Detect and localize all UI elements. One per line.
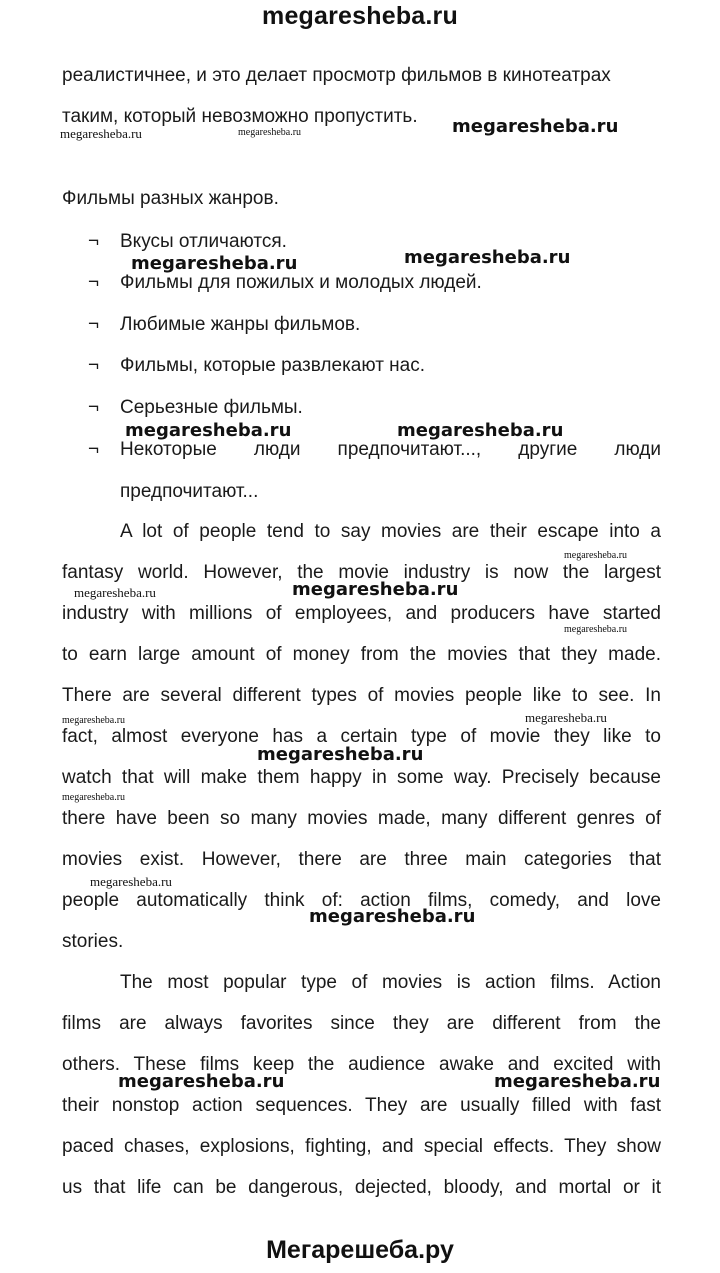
site-footer: Мегарешеба.ру [266,1236,454,1264]
watermark: megaresheba.ru [292,579,459,600]
watermark: megaresheba.ru [62,715,126,726]
bullet-item-1: Вкусы отличаются. [120,231,287,252]
watermark: megaresheba.ru [238,127,302,138]
section-title: Фильмы разных жанров. [62,188,279,209]
site-header: megaresheba.ru [262,2,458,30]
ru-paragraph-line-1: реалистичнее, и это делает просмотр фильмов в кинотеатрах [62,65,611,86]
watermark: megaresheba.ru [494,1071,661,1092]
ru-paragraph-line-2: таким, который невозможно пропустить. [62,106,418,127]
essay-p2-line: others. These films keep the audience awake and excited with [62,1054,661,1075]
essay-p1-line: people automatically think of: action films, comedy, and love [62,890,661,911]
watermark: megaresheba.ru [564,624,628,635]
essay-p1-line: A lot of people tend to say movies are their escape into a [120,521,661,542]
essay-p2-line: paced chases, explosions, fighting, and special effects. They show [62,1136,661,1157]
essay-p1-line: fantasy world. However, the movie industry is now the largest [62,562,661,583]
watermark: megaresheba.ru [118,1071,285,1092]
essay-p1-line: stories. [62,931,124,952]
watermark: megaresheba.ru [257,744,424,765]
bullet-item-6: Некоторые люди предпочитают..., другие люди [120,439,661,460]
watermark: megaresheba.ru [525,710,607,725]
essay-p2-line: films are always favorites since they are different from the [62,1013,661,1034]
bullet-marker: ¬ [88,355,100,376]
watermark: megaresheba.ru [564,550,628,561]
essay-p1-line: watch that will make them happy in some way. Precisely because [62,767,661,788]
watermark: megaresheba.ru [74,585,156,600]
watermark: megaresheba.ru [90,874,172,889]
essay-p1-line: fact, almost everyone has a certain type of movie they like to [62,726,661,747]
bullet-marker: ¬ [88,439,100,460]
watermark: megaresheba.ru [125,420,292,441]
essay-p1-line: There are several different types of movies people like to see. In [62,685,661,706]
watermark: megaresheba.ru [397,420,564,441]
bullet-item-4: Фильмы, которые развлекают нас. [120,355,426,376]
essay-p2-line: The most popular type of movies is action films. Action [120,972,661,993]
bullet-item-5: Серьезные фильмы. [120,397,303,418]
bullet-marker: ¬ [88,272,100,293]
bullet-item-2: Фильмы для пожилых и молодых людей. [120,272,482,293]
watermark: megaresheba.ru [404,247,571,268]
essay-p1-line: to earn large amount of money from the movies that they made. [62,644,661,665]
essay-p1-line: there have been so many movies made, many different genres of [62,808,661,829]
watermark: megaresheba.ru [309,906,476,927]
bullet-item-6-continued: предпочитают... [120,481,259,502]
watermark: megaresheba.ru [60,126,142,141]
watermark: megaresheba.ru [131,253,298,274]
bullet-item-3: Любимые жанры фильмов. [120,314,361,335]
bullet-marker: ¬ [88,397,100,418]
bullet-marker: ¬ [88,314,100,335]
essay-p1-line: industry with millions of employees, and producers have started [62,603,661,624]
watermark: megaresheba.ru [62,792,126,803]
watermark: megaresheba.ru [452,116,619,137]
essay-p2-line: us that life can be dangerous, dejected, bloody, and mortal or it [62,1177,661,1198]
bullet-marker: ¬ [88,231,100,252]
essay-p2-line: their nonstop action sequences. They are usually filled with fast [62,1095,661,1116]
essay-p1-line: movies exist. However, there are three main categories that [62,849,661,870]
